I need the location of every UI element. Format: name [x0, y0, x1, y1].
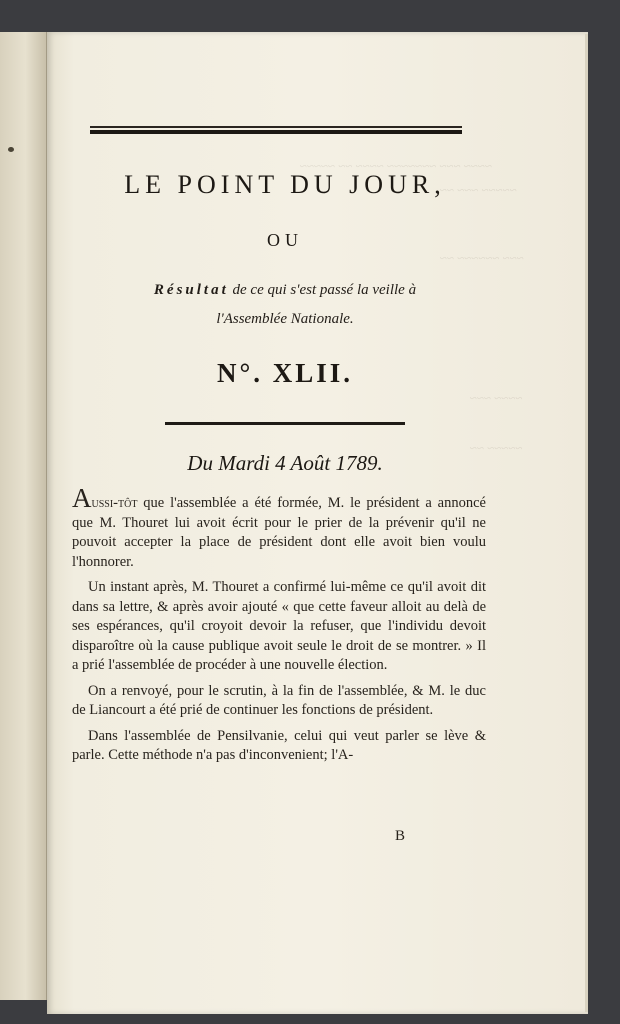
- ink-spot: [8, 147, 14, 152]
- paragraph-1: [72, 483, 486, 572]
- paragraph-1-text: que l'assemblée a été formée, M. le président a annoncé que M. Thouret lui avoit écrit pour le prier de la prévenir qu'il ne pouvoit accepter la place de président dont elle avoit bien voulu l'honnorer.: [72, 495, 486, 570]
- masthead-ou: OU: [267, 230, 303, 250]
- article-body: [72, 483, 486, 772]
- opening-small-caps: ussi-tôt: [91, 495, 138, 511]
- paragraph-2: Un instant après, M. Thouret a confirmé lui-même ce qu'il avoit dit dans sa lettre, & après avoir ajouté « que cette faveur alloit au delà de ses espérances, qu'il croyoit devoir la refuser, que l'individu devoit disparoître où la cause publique avoit seule le droit de se montrer. » Il a prié l'assemblée de procéder à une nouvelle élection.: [72, 579, 486, 673]
- signature-mark: B: [394, 828, 405, 844]
- header-double-rule: [90, 126, 462, 135]
- issue-number: N°. XLII.: [216, 358, 354, 388]
- drop-cap: A: [72, 483, 92, 513]
- masthead-title: LE POINT DU JOUR,: [124, 170, 446, 199]
- page-fore-edge: [585, 34, 588, 1012]
- subtitle-line-2: l'Assemblée Nationale.: [216, 311, 354, 327]
- paragraph-3: On a renvoyé, pour le scrutin, à la fin de l'assemblée, & M. le duc de Liancourt a été prié de continuer les fonctions de président.: [72, 682, 486, 718]
- section-rule: [165, 422, 405, 425]
- issue-date: Du Mardi 4 Août 1789.: [187, 451, 383, 475]
- subtitle-line-1: [60, 282, 510, 299]
- subtitle-resultat: Résultat: [153, 282, 229, 298]
- facing-page-edge: [0, 32, 47, 1000]
- paragraph-4: Dans l'assemblée de Pensilvanie, celui qui veut parler se lève & parle. Cette méthode n'a pas d'inconvenient; l'A-: [72, 727, 486, 763]
- subtitle-line-1-rest: de ce qui s'est passé la veille à: [228, 282, 417, 298]
